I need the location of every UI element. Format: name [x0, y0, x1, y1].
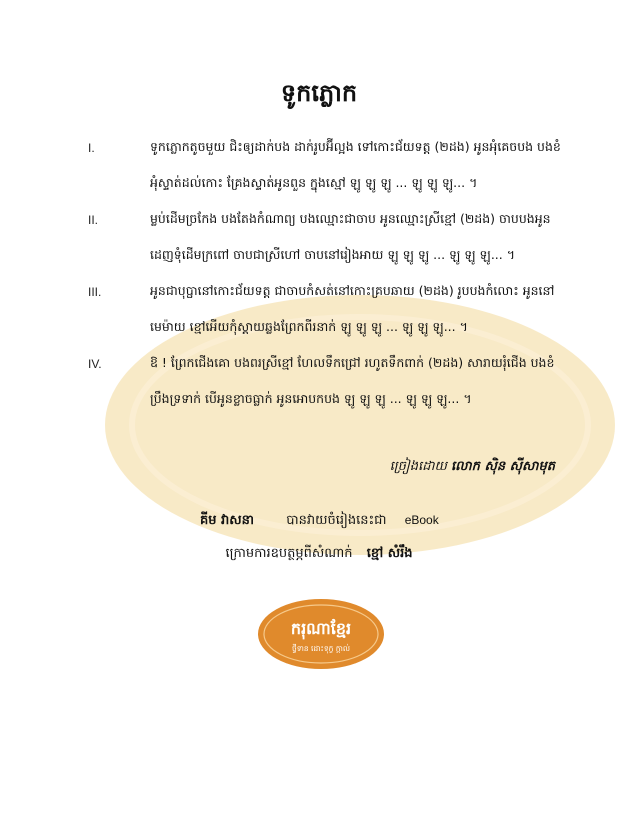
- verse-line: មេម៉ាយ ខ្មៅអើយកុំស្ដាយឆ្លងព្រែកពីរនាក់ ឡូ ឡូ ឡូ ... ឡូ ឡូ ឡូ... ។: [150, 319, 468, 334]
- logo-subtitle: ថ្វីទាន ដោះទុក្ខ ក្ដាល់: [291, 644, 351, 653]
- format-label: eBook: [404, 513, 439, 527]
- verse-line: ទូកភ្លោកតូចមួយ ជិះឲ្យដាក់បង ដាក់រូបអ៊ីល្អង ទៅកោះជ័យទត្ត (២ដង) អូនអុំគេចបង បងខំ: [150, 139, 561, 154]
- verse-item: [88, 207, 558, 279]
- verse-line: អុំស្ទាត់ដល់កោះ គ្រែងស្ទាត់អូនពួន ក្នុងស្មៅ ឡូ ឡូ ឡូ ... ឡូ ឡូ ឡូ... ។: [150, 175, 478, 190]
- typist-name: គីម វាសនា: [200, 513, 255, 528]
- verse-line: អូនជាបុប្ផានៅកោះជ័យទត្ត ជាចាបកំសត់នៅកោះគ្របឆាយ (២ដង) រូបបងកំលោះ អូននៅ: [150, 283, 555, 298]
- singer-credit: [0, 458, 555, 477]
- verse-line: ដេញទុំដើមក្រពៅ ចាបជាស្រីហៅ ចាបនៅរៀងអាយ ឡូ ឡូ ឡូ ... ឡូ ឡូ ឡូ... ។: [150, 247, 515, 262]
- supervisor-name: ខ្មៅ សំរឹង: [366, 546, 413, 561]
- credit-prefix: ច្រៀងដោយ: [389, 459, 447, 474]
- verse-number: I.: [88, 141, 95, 155]
- verse-item: [88, 135, 561, 207]
- supervision-line: [0, 545, 638, 564]
- verse-line: ឱ ! ព្រែកជើងគោ បងពរស្រីខ្មៅ ហែលទឹកជ្រៅ រហូតទឹកពាក់ (២ដង) សារាយរុំជើង បងខំ: [150, 355, 555, 370]
- verse-item: [88, 279, 558, 351]
- karuna-khmer-logo: [256, 597, 386, 671]
- verse-line: ម្លប់ដើមច្រកែង បងតែងកំណាព្យ បងឈ្មោះជាចាប អូនឈ្មោះស្រីខ្មៅ (២ដង) ចាបបងអូន: [150, 211, 551, 226]
- typed-by-text: បានវាយចំរៀងនេះជា: [286, 513, 387, 528]
- verse-number: IV.: [88, 357, 102, 371]
- supervision-text: ក្រោមការឧបត្ថម្ភពីសំណាក់: [225, 546, 353, 561]
- logo-title: ករុណាខ្មែរ: [290, 619, 352, 638]
- verse-line: ប្រឹងទ្រទាក់ បើអូនខ្លាចធ្លាក់ អូនអោបកបង ឡូ ឡូ ឡូ ... ឡូ ឡូ ឡូ... ។: [150, 391, 472, 406]
- typed-by-line: [200, 512, 439, 531]
- verse-item: [88, 351, 558, 423]
- verse-number: II.: [88, 213, 99, 227]
- verse-list: [88, 135, 561, 423]
- page-title: ទូកភ្លោក: [280, 78, 358, 107]
- verse-number: III.: [88, 285, 102, 299]
- singer-name: លោក ស៊ិន ស៊ីសាមុត: [451, 459, 555, 474]
